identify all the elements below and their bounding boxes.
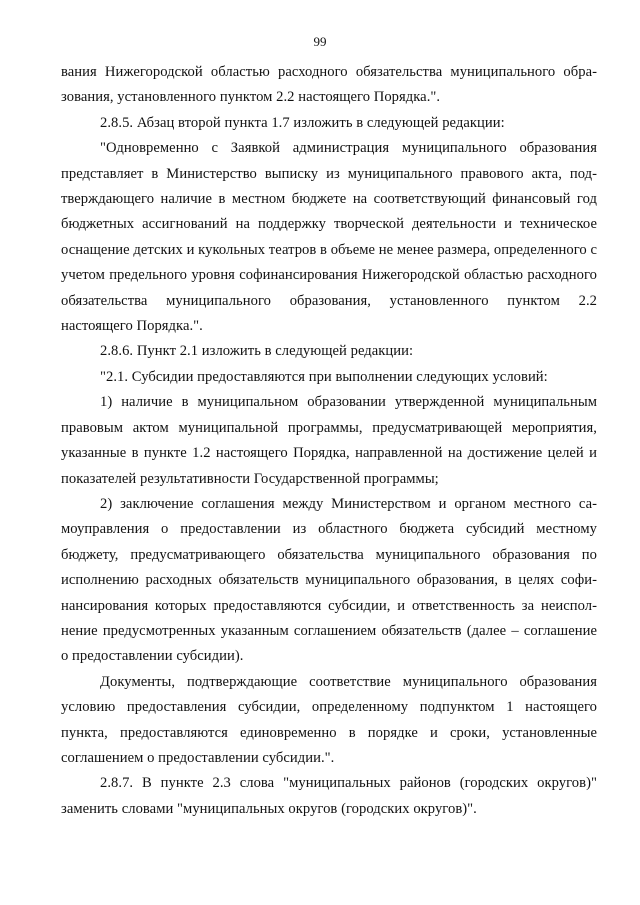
paragraph-2-8-5-heading: 2.8.5. Абзац второй пункта 1.7 изложить в следующей редакции: bbox=[100, 114, 505, 131]
paragraph-2-8-7: 2.8.7. В пункте 2.3 слова "муниципальных районов (городских округов)" заменить словами "муниципальных округов (городских округов)". bbox=[61, 775, 597, 817]
paragraph-2-1-intro: "2.1. Субсидии предоставляются при выполнении следующих условий: bbox=[100, 368, 548, 385]
paragraph-condition-1: 1) наличие в муниципальном образовании утвержденной муниципальным правовым актом муниципальной программы, предусматривающей мероприятия, указанные в пункте 1.2 настоящего Порядка, направленной на достижение целей и показателей результативности Государственной программы; bbox=[61, 394, 597, 487]
paragraph-2-8-6-heading: 2.8.6. Пункт 2.1 изложить в следующей редакции: bbox=[100, 343, 414, 360]
paragraph-documents: Документы, подтверждающие соответствие муниципального образования условию предоставления субсидии, определенному подпунктом 1 настоящего пункта, предоставляются единовременно в порядке и сроки, установленные соглашением о предоставлении субсидии.". bbox=[61, 673, 597, 766]
paragraph-2-8-5-quote: "Одновременно с Заявкой администрация муниципального образования представляет в Министерство выписку из муниципального правового акта, подтверждающего наличие в местном бюджете на соответствующий финансовый год бюджетных ассигнований на поддержку творческой деятельности и техническое оснащение детских и кукольных театров в объеме не менее размера, определенного с учетом предельного уровня софинансирования Нижегородской областью расходного обязательства муниципального образования, установленного пунктом 2.2 настоящего Порядка.". bbox=[61, 140, 597, 335]
paragraph-continuation: вания Нижегородской областью расходного обязательства муниципального образования, установленного пунктом 2.2 настоящего Порядка.". bbox=[61, 64, 597, 106]
paragraph-condition-2: 2) заключение соглашения между Министерством и органом местного самоуправления о предоставлении из областного бюджета субсидий местному бюджету, предусматривающего обязательства муниципального образования по исполнению расходных обязательств муниципального образования, в целях софинансирования которых предоставляются субсидии, и ответственность за неисполнение предусмотренных указанным соглашением обязательств (далее – соглашение о предоставлении субсидии). bbox=[61, 495, 597, 665]
document-body bbox=[61, 60, 597, 822]
page-number: 99 bbox=[313, 34, 327, 49]
